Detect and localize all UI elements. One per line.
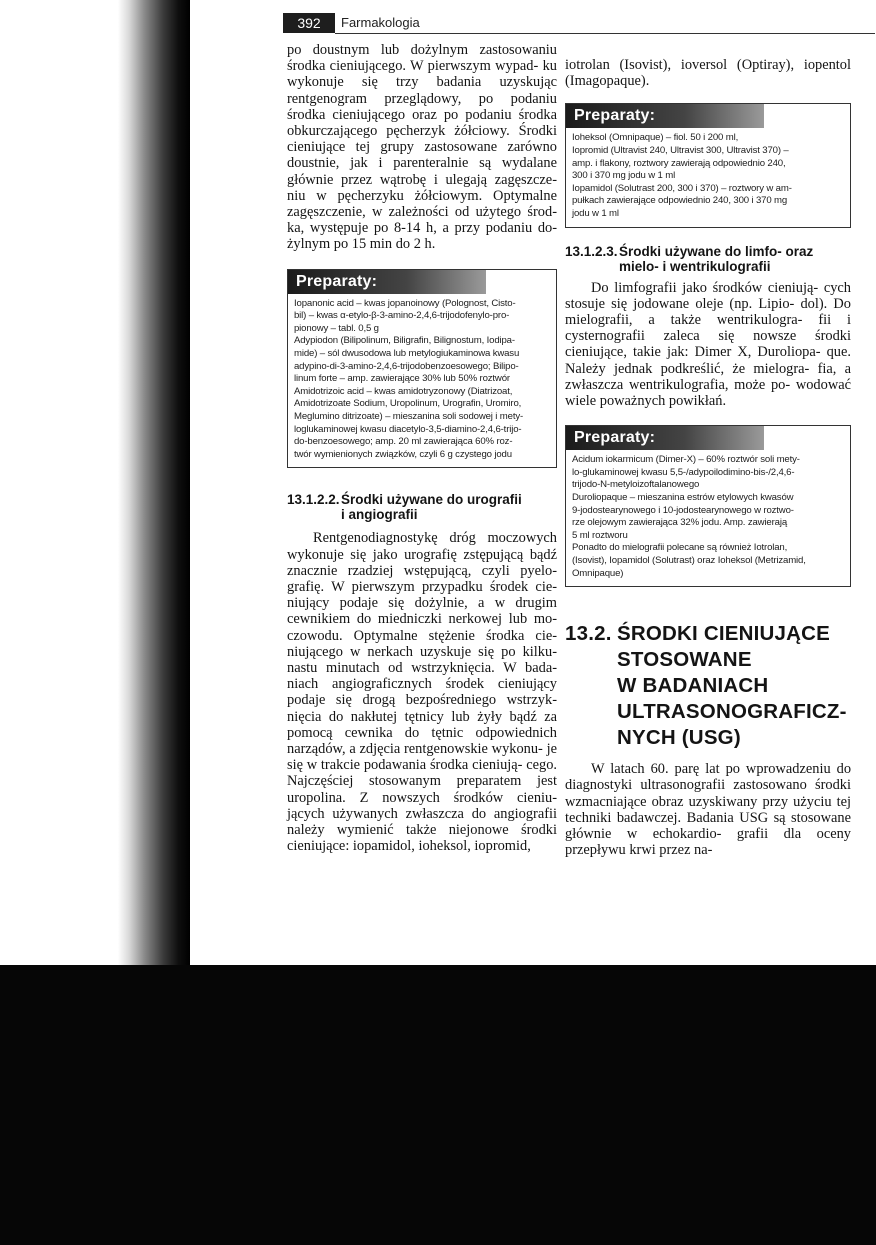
text-line: doustnie, jak i parenteralnie są wydalane xyxy=(287,155,557,172)
header-rule xyxy=(335,33,875,34)
box-line: pionowy – tabl. 0,5 g xyxy=(294,322,379,334)
section-title-line: STOSOWANE xyxy=(617,648,752,672)
text-line: podaje się drogą bezpośredniego wstrzyk- xyxy=(287,692,557,709)
subsection-title-line2: i angiografii xyxy=(341,507,418,523)
box-title: Preparaty: xyxy=(566,104,764,128)
right-body-paragraph xyxy=(565,280,851,410)
section-title-line: NYCH (USG) xyxy=(617,726,741,750)
section-title-line: W BADANIACH xyxy=(617,674,769,698)
text-line: znacznie rzadziej wstępującą, czyli pyelo- xyxy=(287,562,557,579)
subsection-title-line1: Środki używane do limfo- oraz xyxy=(619,243,814,259)
scan-bottom-shadow xyxy=(0,965,876,1245)
text-line: Rentgenodiagnostykę dróg moczowych xyxy=(313,530,557,547)
box-line: twór wymienionych związków, czyli 6 g czystego jodu xyxy=(294,448,512,460)
box-line: 9-jodostearynowego i 10-jodostearynowego w roztwo- xyxy=(572,504,794,516)
box-body xyxy=(572,454,844,580)
box-line: 5 ml roztworu xyxy=(572,529,628,541)
text-line: wodować wiele poważnych powikłań. xyxy=(565,376,851,409)
text-line: cieniujące: iopamidol, ioheksol, iopromid, xyxy=(287,838,531,855)
box-line: Duroliopaque – mieszanina estrów etylowych kwasów xyxy=(572,491,794,503)
section-title-line: ŚRODKI CIENIUJĄCE xyxy=(617,622,830,646)
subsection-title-line1: Środki używane do urografii xyxy=(341,492,522,508)
box-line: amp. i flakony, roztwory zawierają odpowiednio 240, xyxy=(572,157,786,169)
text-line: ku wykonuje się trzy badania uzyskując xyxy=(287,58,557,91)
box-line: Amidotrizoic acid – kwas amidotryzonowy (Diatrizoat, xyxy=(294,385,513,397)
text-line: jest uropolina. Z nowszych środków cieniu- xyxy=(287,773,557,806)
box-line: Ioheksol (Omnipaque) – fiol. 50 i 200 ml, xyxy=(572,132,739,144)
text-line: cieniujące, takie jak: Dimer X, Duroliopa- xyxy=(565,344,821,361)
subsection-number: 13.1.2.3. xyxy=(565,243,618,259)
box-line: trijodo-N-metyloizoftalanowego xyxy=(572,479,700,491)
subsection-title-line2: mielo- i wentrikulografii xyxy=(619,258,771,274)
text-line: grafii dla oceny przepływu krwi przez na- xyxy=(565,825,851,859)
text-line: cieniujące tej grupy zastosowane zarówno xyxy=(287,139,557,156)
text-line: W latach 60. parę lat po wprowadzeniu xyxy=(591,761,831,778)
box-line: (Isovist), Iopamidol (Solutrast) oraz Ioheksol (Metrizamid, xyxy=(572,554,806,566)
text-line: (Imagopaque). xyxy=(565,73,650,90)
text-line: ka, występuje po 8-14 h, a przy podaniu do- xyxy=(287,220,557,237)
text-line: należy wymienić także niejonowe środki xyxy=(287,822,557,839)
text-line: niującego w nerkach uzyskuje się po kilku- xyxy=(287,643,557,660)
box-line: 300 i 370 mg jodu w 1 ml xyxy=(572,170,676,182)
box-line: Amidotrizoate Sodium, Uropolinum, Urografin, Uromiro, xyxy=(294,398,522,410)
subsection-number: 13.1.2.2. xyxy=(287,492,340,508)
running-title: Farmakologia xyxy=(341,15,420,30)
box-line: adypino-di-3-amino-2,4,6-trijodobenzoesowego; Bilipo- xyxy=(294,360,519,372)
box-line: rze olejowym zawierająca 32% jodu. Amp. zawierają xyxy=(572,517,788,529)
text-line: zagęszczenie, w zależności od użytego środ- xyxy=(287,204,557,221)
preparations-box-2 xyxy=(565,103,851,227)
box-title: Preparaty: xyxy=(288,270,486,294)
box-line: Omnipaque) xyxy=(572,567,624,579)
text-line: narządów, a zdjęcia rentgenowskie wykonu- xyxy=(287,741,543,757)
text-line: przy użyciu tej techniki badawczej. Badania xyxy=(565,793,852,826)
right-intro-paragraph xyxy=(565,57,851,89)
left-intro-paragraph xyxy=(287,42,557,253)
text-line: niach angiograficznych środek cieniujący xyxy=(287,676,557,693)
text-line: cych stosuje się jodowane oleje (np. Lipio- xyxy=(565,279,851,312)
text-line: głównie przez wątrobę i ulegają zagęszcze- xyxy=(287,171,557,188)
box-line: Adypiodon (Bilipolinum, Biligrafin, Bilignostum, Iodipa- xyxy=(294,335,515,347)
text-line: środka cieniującego oraz po podaniu środka xyxy=(287,106,557,123)
preparations-box-3 xyxy=(565,425,851,587)
text-line: grafię. W pierwszym przypadku środek cie- xyxy=(287,578,557,595)
text-line: fia, a zwłaszcza wentrikulografia, może po- xyxy=(565,360,851,393)
text-line: rentgenogram przeglądowy, po podaniu xyxy=(287,90,557,107)
text-line: nastu minutach od wstrzyknięcia. W bada- xyxy=(287,659,557,676)
page-number: 392 xyxy=(283,13,335,33)
text-line: USG są stosowane głównie w echokardio- xyxy=(565,809,851,842)
text-line: żylnym po 15 min do 2 h. xyxy=(287,236,436,253)
box-title: Preparaty: xyxy=(566,426,764,450)
box-line: bil) – kwas α-etylo-β-3-amino-2,4,6-trijodofenylo-pro- xyxy=(294,310,510,322)
left-body-paragraph xyxy=(287,530,557,854)
text-line: wykonuje się jako urografię zstępującą bądź xyxy=(287,546,557,563)
text-line: je się w trakcie podawania środka cieniują- xyxy=(287,741,557,774)
preparations-box-1 xyxy=(287,269,557,469)
box-line: Iopamidol (Solutrast 200, 300 i 370) – roztwory w am- xyxy=(572,182,792,194)
text-line: czowodu. Optymalne stężenie środka cie- xyxy=(287,627,557,644)
subsection-heading-lymphography xyxy=(565,244,851,274)
text-line: cewnikiem do miedniczki nerkowej lub mo- xyxy=(287,611,557,628)
box-line: Iopromid (Ultravist 240, Ultravist 300, Ultravist 370) – xyxy=(572,145,789,156)
box-line: pułkach zawierające odpowiednio 240, 300 i 370 mg xyxy=(572,195,788,207)
box-line: linum forte – amp. zawierające 30% lub 50% roztwór xyxy=(294,373,510,385)
text-line: que. Należy jednak podkreślić, że mielogra- xyxy=(565,344,851,377)
box-line: Meglumino ditrizoate) – mieszanina soli sodowej i mety- xyxy=(294,410,524,422)
box-line: lo-glukaminowej kwasu 5,5-/adypoilodimino-bis-/2,4,6- xyxy=(572,466,795,478)
box-line: Iopanonic acid – kwas jopanoinowy (Polognost, Cisto- xyxy=(294,297,516,309)
text-line: cego. Najczęściej stosowanym preparatem xyxy=(287,757,557,790)
box-line: Acidum iokarmicum (Dimer-X) – 60% roztwór soli mety- xyxy=(572,454,800,466)
box-body xyxy=(572,132,844,220)
text-line: iotrolan (Isovist), ioversol (Optiray), iopentol xyxy=(565,57,851,73)
text-line: pomocą cewnika do tętnic odpowiednich xyxy=(287,724,557,741)
text-line: Do limfografii jako środków cieniują- xyxy=(591,279,819,296)
left-column xyxy=(287,42,557,854)
text-line: obkurczającego pęcherzyk żółciowy. Środki xyxy=(287,123,557,140)
text-line: dol). Do mielografii, a także wentrikulogra- xyxy=(565,295,851,328)
box-body xyxy=(294,298,550,462)
box-line: loglukaminowej kwasu diacetylo-3,5-diamino-2,4,6-trijo- xyxy=(294,423,522,435)
page-header xyxy=(283,13,875,37)
text-line: niujący podaje się dożylnie, a w drugim xyxy=(287,595,557,612)
text-line: środka cieniującego. W pierwszym wypad- xyxy=(287,58,539,75)
box-line: Ponadto do mielografii polecane są również Iotrolan, xyxy=(572,542,788,554)
text-line: fii i cysternografii zaleca się nowsze środki xyxy=(565,311,851,345)
text-line: środki wzmacniające obraz uzyskiwany xyxy=(565,777,851,810)
text-line: jących używanych zwłaszcza do angiografii xyxy=(287,805,557,822)
section-heading-ultrasound xyxy=(565,621,851,751)
text-line: nięcia do nakłutej tętnicy lub żyły bądź za xyxy=(287,708,557,725)
text-line: po doustnym lub dożylnym zastosowaniu xyxy=(287,42,557,58)
box-line: mide) – sól dwusodowa lub metylogiukaminowa kwasu xyxy=(294,348,520,360)
subsection-heading-urography xyxy=(287,492,557,522)
box-line: do-benzoesowego; amp. 20 ml zawierająca 60% roz- xyxy=(294,436,513,448)
right-closing-paragraph xyxy=(565,761,851,858)
text-line: niu w pęcherzyku żółciowym. Optymalne xyxy=(287,187,557,204)
text-line: do diagnostyki ultrasonografii zastosowano xyxy=(565,761,852,794)
section-title-line: ULTRASONOGRAFICZ- xyxy=(617,700,847,724)
box-line: jodu w 1 ml xyxy=(572,207,619,219)
right-column xyxy=(565,57,851,858)
section-number: 13.2. xyxy=(565,622,612,646)
